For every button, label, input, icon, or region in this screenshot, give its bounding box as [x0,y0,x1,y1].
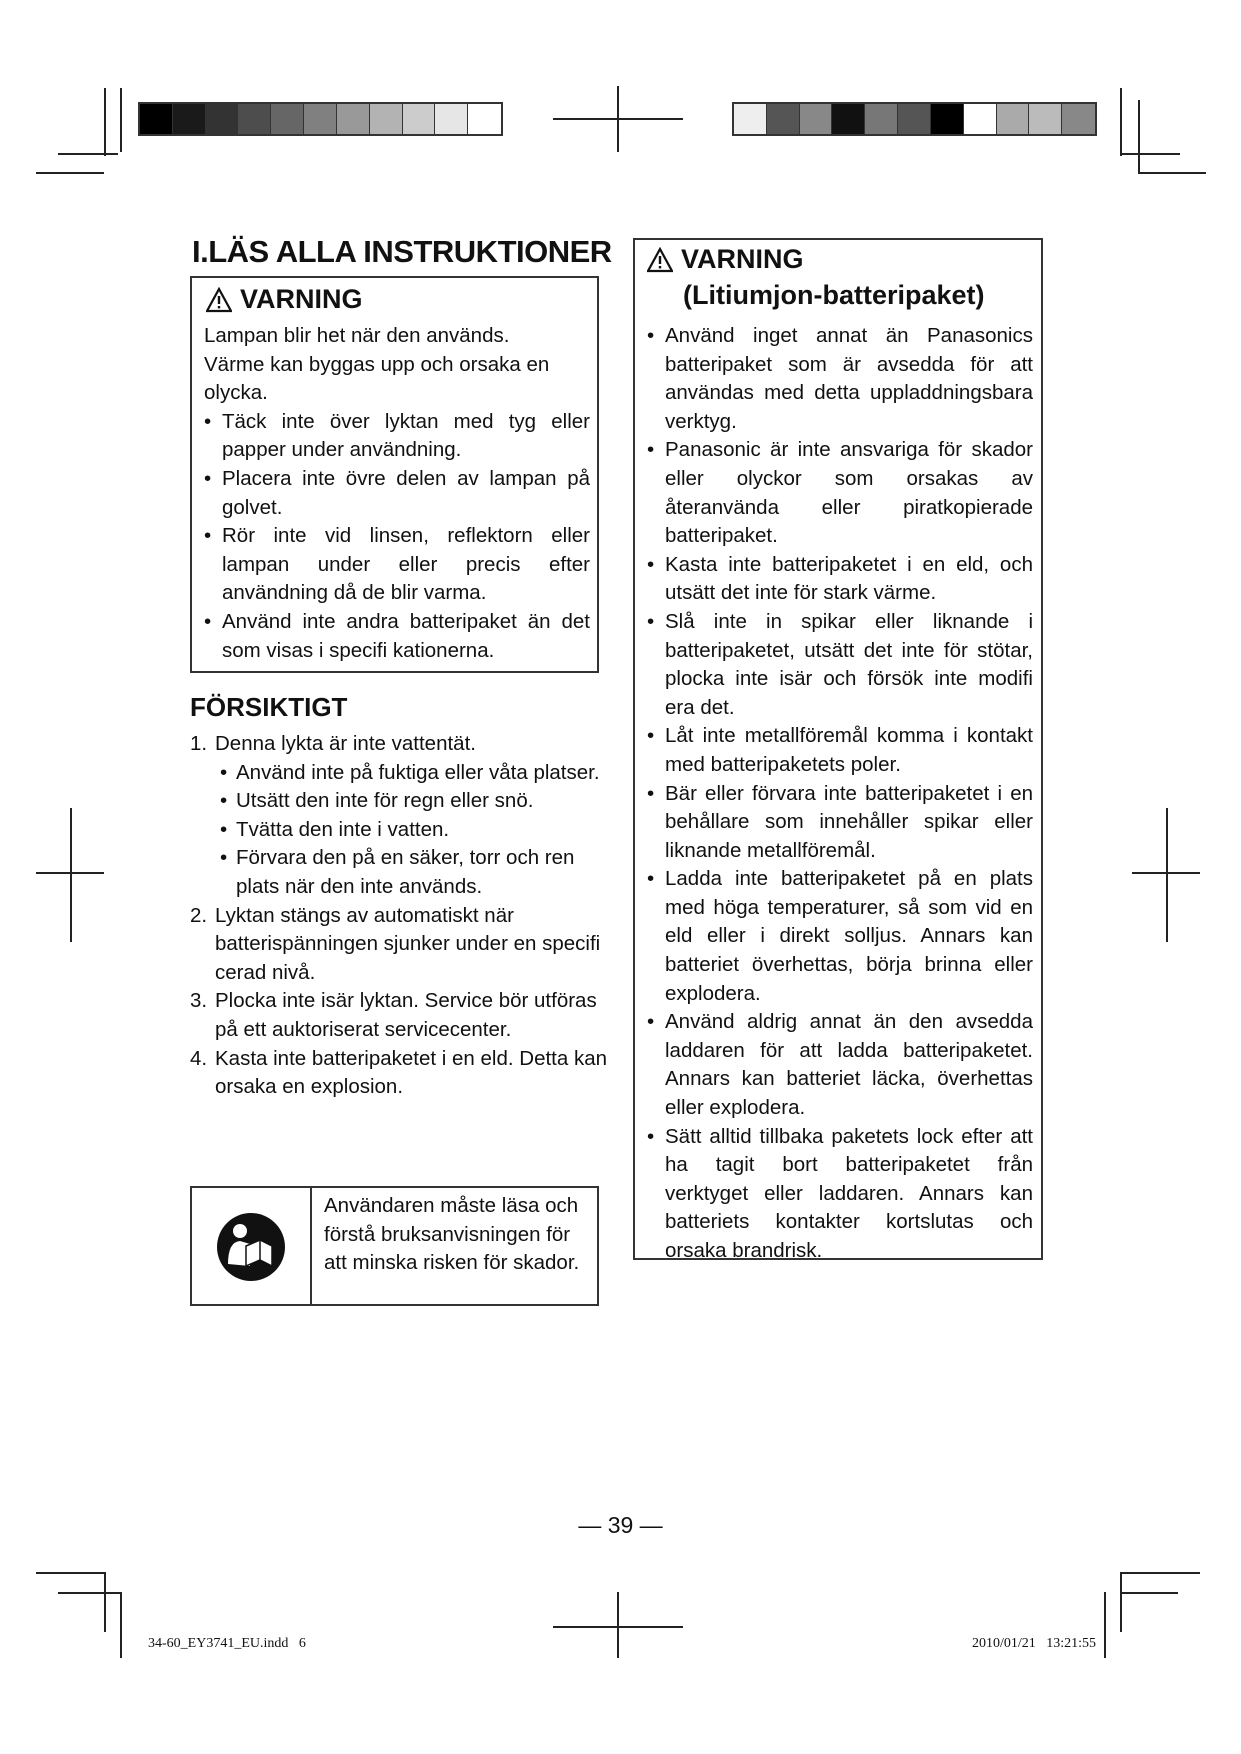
list-item: • Bär eller förvara inte batteripaketet i en behållare som innehåller spikar eller liknande metallföremål. [647,781,1033,862]
registration-mark [1166,808,1168,942]
list-item: • Använd inget annat än Panasonics batteripaket som är avsedda för att användas med detta uppladdningsbara verktyg. [647,324,1033,433]
warning-title: VARNING [206,284,363,315]
color-calibration-bar-right [732,102,1097,136]
warning-intro-line: Lampan blir het när den används. [204,324,510,347]
crop-mark [120,1592,122,1658]
warning-text [204,322,590,665]
footer-filename: 34-60_EY3741_EU.indd 6 [148,1636,306,1651]
manual-notice-box [190,1186,599,1306]
page-number: — 39 — [578,1512,663,1538]
color-swatch [173,104,206,134]
list-item: 4. Kasta inte batteripaketet i en eld. Detta kan orsaka en explosion. [190,1046,608,1099]
list-item: • Förvara den på en säker, torr och ren plats när den inte används. [220,846,575,898]
caution-list [190,730,610,1102]
crop-mark [58,1592,120,1594]
warning-subtitle: (Litiumjon-batteripaket) [683,280,985,310]
crop-mark [1138,172,1206,174]
color-swatch [898,104,931,134]
color-swatch [304,104,337,134]
color-swatch [997,104,1030,134]
warning-box-lamp [190,276,599,673]
color-swatch [206,104,239,134]
color-swatch [931,104,964,134]
list-item: • Utsätt den inte för regn eller snö. [220,789,534,813]
warning-intro-line: Värme kan byggas upp och orsaka en olycka. [204,352,550,405]
manual-notice-text: Användaren måste läsa och förstå bruksanvisningen för att minska risken för skador. [324,1194,580,1275]
color-swatch [337,104,370,134]
list-item: • Placera inte övre delen av lampan på golvet. [204,466,590,519]
crop-mark [1104,1592,1106,1658]
color-swatch [435,104,468,134]
page-heading: I.LÄS ALLA INSTRUKTIONER [192,234,612,269]
color-swatch [370,104,403,134]
list-item: • Sätt alltid tillbaka paketets lock efter att ha tagit bort batteripaketet från verktyget eller laddaren. Annars kan batteriets kontakter kortslutas och orsaka brandrisk. [647,1124,1033,1262]
color-swatch [865,104,898,134]
read-manual-icon [216,1212,286,1282]
caution-heading: FÖRSIKTIGT [190,692,348,722]
color-swatch [800,104,833,134]
list-item: 1. Denna lykta är inte vattentät. [190,732,476,755]
crop-mark [58,153,118,155]
crop-mark [1120,88,1122,156]
color-swatch [832,104,865,134]
list-item: • Panasonic är inte ansvariga för skador eller olyckor som orsakas av återanvända eller piratkopierade batteripaket. [647,438,1033,548]
color-swatch [767,104,800,134]
warning-text [647,322,1033,1266]
color-swatch [734,104,767,134]
warning-triangle-icon [206,287,232,313]
list-item: • Rör inte vid linsen, reflektorn eller lampan under eller precis efter användning då de blir varma. [204,524,590,605]
crop-mark [104,88,106,156]
crop-mark [120,88,122,152]
crop-mark [1120,153,1180,155]
list-item: • Använd inte andra batteripaket än det som visas i specifi kationerna. [204,609,590,662]
list-item: • Använd aldrig annat än den avsedda laddaren för att ladda batteripaketet. Annars kan batteriet läcka, överhettas eller explodera. [647,1010,1033,1120]
crop-mark [36,172,104,174]
crop-mark [104,1572,106,1632]
list-item: • Täck inte över lyktan med tyg eller papper under användning. [204,409,590,462]
color-swatch [1029,104,1062,134]
color-swatch [140,104,173,134]
list-item: • Slå inte in spikar eller liknande i batteripaketet, utsätt det inte för stötar, plocka inte isär och försök inte modifi era det. [647,609,1033,719]
registration-mark [617,1592,619,1658]
list-item: 2. Lyktan stängs av automatiskt när batterispänningen sjunker under en specifi cerad nivå. [190,903,601,984]
color-swatch [1062,104,1095,134]
crop-mark [1138,100,1140,172]
color-swatch [403,104,436,134]
list-item: • Kasta inte batteripaketet i en eld, och utsätt det inte för stark värme. [647,552,1033,605]
footer-timestamp: 2010/01/21 13:21:55 [972,1636,1097,1651]
crop-mark [1120,1592,1178,1594]
registration-mark [70,808,72,942]
registration-mark [617,86,619,152]
crop-mark [36,1572,104,1574]
warning-title: VARNING [647,244,804,275]
warning-box-battery [633,238,1043,1260]
list-item: • Låt inte metallföremål komma i kontakt med batteripaketets poler. [647,724,1033,776]
color-swatch [468,104,501,134]
color-swatch [964,104,997,134]
icon-cell [192,1188,312,1304]
list-item: • Tvätta den inte i vatten. [220,817,450,841]
list-item: • Ladda inte batteripaketet på en plats med höga temperaturer, så som vid en eld eller i direkt solljus. Annars kan batteriet överhettas, börja brinna eller explodera. [647,867,1033,1005]
color-calibration-bar-left [138,102,503,136]
warning-triangle-icon [647,247,673,273]
color-swatch [238,104,271,134]
color-swatch [271,104,304,134]
crop-mark [1120,1572,1200,1574]
crop-mark [1120,1572,1122,1632]
list-item: 3. Plocka inte isär lyktan. Service bör utföras på ett auktoriserat servicecenter. [190,989,597,1041]
list-item: • Använd inte på fuktiga eller våta platser. [220,760,600,784]
